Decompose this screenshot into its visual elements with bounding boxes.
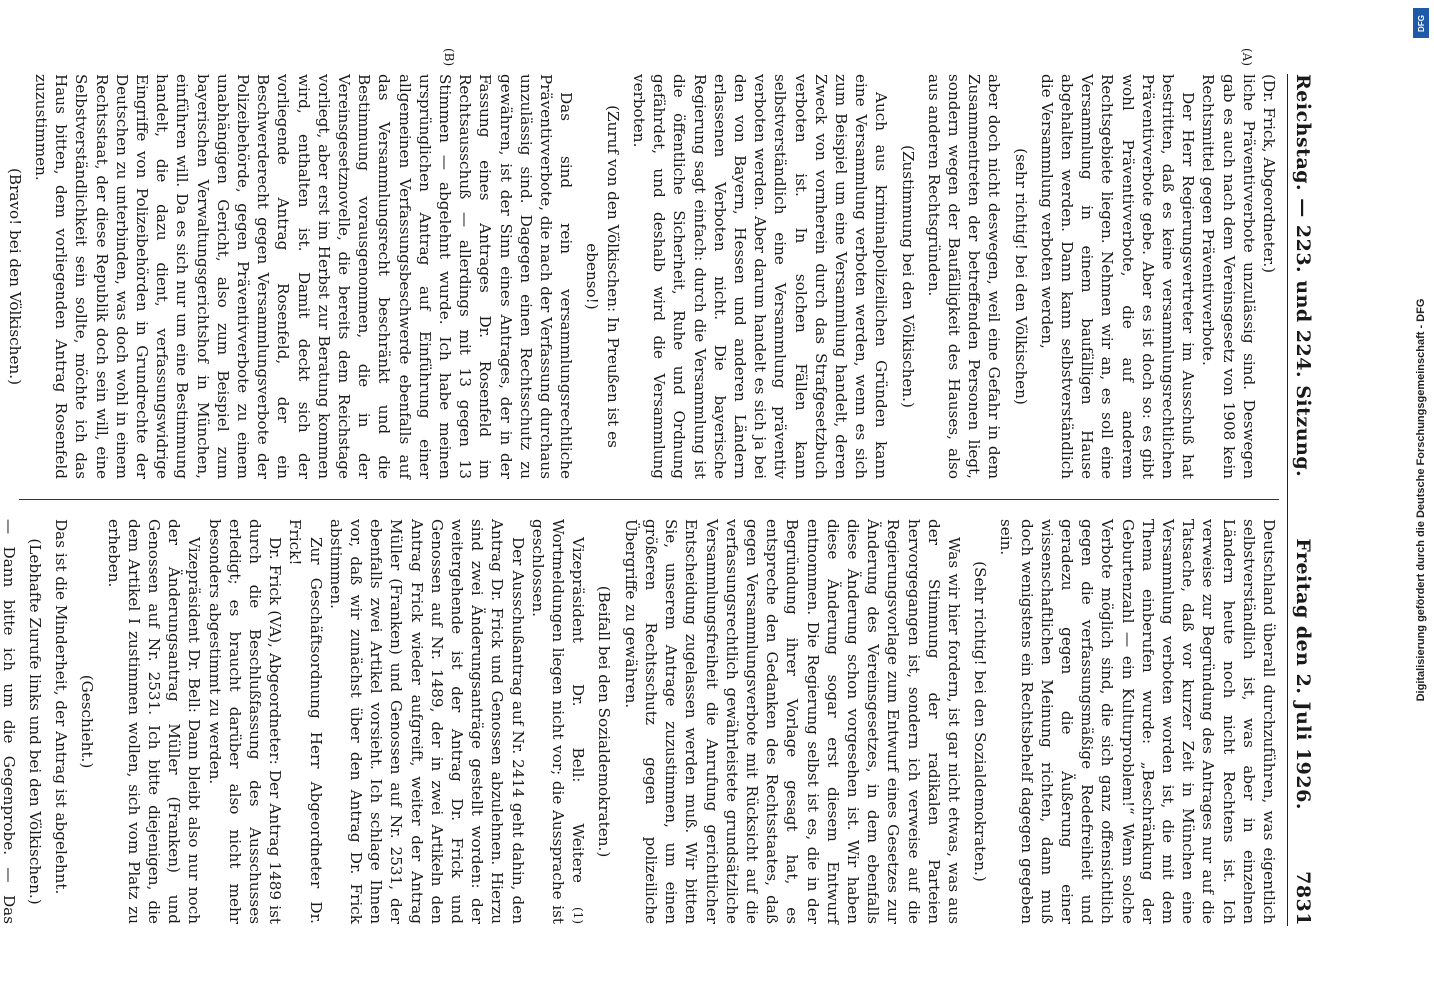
margin-label-b: (B) bbox=[442, 48, 456, 67]
paragraph: Deutschland überall durchzuführen, was eigentlich selbstverständlich ist, was aber in einzelnen Ländern heute noch nicht Rechtens ist. Ich verweise zur Begründung des Antrages nur auf die Tatsache, daß vor kurzer Zeit in München eine Versammlung verboten worden ist, die mit dem Thema einberufen wurde: „Beschränkung der Geburtenzahl — ein Kulturproblem!“ Wenn solche Verbote möglich sind, die sich ganz offensichtlich gegen die verfassungsmäßige Redefreiheit und geradezu gegen die Äußerung einer wissenschaftlichen Meinung richten, dann muß doch wenigstens ein Rechtsbehelf dagegen gegeben sein. bbox=[997, 519, 1278, 924]
footnote-marker: (1) bbox=[571, 907, 586, 924]
paragraph: — Dann bitte ich um die Gegenprobe. — Das bbox=[0, 519, 18, 924]
speaker-paragraph: Vizepräsident Dr. Bell: Dann bleibt also nur noch der Änderungsantrag Müller (Franken) und Genossen auf Nr. 2531. Ich bitte diejenigen, die dem Artikel I zustimmen wollen, sich vom Platz zu erheben. bbox=[104, 519, 204, 924]
paragraph: Das sind rein versammlungsrechtliche Präventivverbote, die nach der Verfassung durchaus unzulässig sind. Dagegen einen Rechtsschutz zu gewähren, ist der Sinn eines Antrages, der in der Fassung eines Antrages Dr. Rosenfeld im Rechtsausschuß — allerdings mit 13 gegen 13 Stimmen — abgelehnt wurde. Ich habe meinen ursprünglichen Antrag auf Einführung einer allgemeinen Verfassungsbeschwerde ebenfalls auf das Versammlungsrecht beschränkt und die Bestimmung vorausgenommen, die in der Vereinsgesetznovelle, die bereits dem Reichstage vorliegt, aber erst im Herbst zur Beratung kommen wird, enthalten ist. Damit deckt sich der vorliegende Antrag Rosenfeld, der ein Beschwerderecht gegen Versammlungsverbote der Polizeibehörde, gegen Präventivverbote zu einem unabhängigen Gericht, also zum Beispiel zum bayerischen Verwaltungsgerichtshof in München, einführen will. Da es sich nur um eine Bestimmung handelt, die dazu dient, verfassungswidrige Eingriffe von Polizeibehörden in Grundrechte der Deutschen zu unterbinden, was doch wohl in einem Rechtsstaat, der diese Republik doch sein will, eine Selbstverständlichkeit sein sollte, möchte ich das Haus bitten, dem vorliegenden Antrag Rosenfeld zuzustimmen. bbox=[32, 74, 576, 479]
right-column bbox=[0, 519, 1279, 924]
interjection: (Bravo! bei den Völkischen.) bbox=[5, 167, 24, 385]
header-left: Reichstag. — 223. und 224. Sitzung. bbox=[1292, 74, 1314, 478]
paragraph: Zur Geschäftsordnung Herr Abgeordneter Dr. Frick! bbox=[286, 519, 325, 924]
paragraph: liche Präventivverbote unzulässig sind. Deswegen gab es auch nach dem Vereinsgesetz von 1908 kein Rechtsmittel gegen Präventivverbote. bbox=[1199, 74, 1258, 479]
speaker-paragraph: (1) Vizepräsident Dr. Bell: Weitere Wortmeldungen liegen nicht vor; die Aussprache ist geschlossen. bbox=[528, 519, 588, 924]
speaker-paragraph: Dr. Frick (VA), Abgeordneter: Der Antrag 1489 ist durch die Beschlußfassung des Ausschusses erledigt; es braucht darüber also nicht mehr besonders abgestimmt zu werden. bbox=[205, 519, 285, 924]
paragraph: Das ist die Minderheit, der Antrag ist abgelehnt. bbox=[52, 519, 71, 895]
header-date: Freitag den 2. Juli 1926. bbox=[1292, 538, 1314, 810]
paragraph: Der Herr Regierungsvertreter im Ausschuß hat bestritten, daß es keine versammlungsrechtlichen Präventivverbote gebe. Aber es ist doch so: es gibt wohl Präventivverbote, die auf anderem Rechtsgebiete liegen. Nehmen wir an, es soll eine Versammlung in einem baufälligen Hause abgehalten werden. Dann kann selbstverständlich die Versammlung verboten werden, bbox=[1037, 74, 1198, 479]
digitization-credit: Digitalisierung gefördert durch die Deutsche Forschungsgemeinschaft - DFG bbox=[1415, 298, 1427, 702]
page-header bbox=[1287, 74, 1326, 926]
dfg-logo: DFG bbox=[1413, 8, 1429, 38]
paragraph: Was wir hier fordern, ist gar nicht etwas, was aus der Stimmung der radikalen Parteien hervorgegangen ist, sondern ich verweise auf die Regierungsvorlage zum Entwurf eines Gesetzes zur Änderung des Vereinsgesetzes, in dem ebenfalls diese Änderung schon vorgesehen ist. Wir haben diese Änderung sogar erst diesem Entwurf entnommen. Die Regierung selbst ist es, die in der Begründung ihrer Vorlage gesagt hat, es entspreche den Gedanken des Rechtsstaates, daß gegen Versammlungsverbote mit Rücksicht auf die verfassungsrechtlich gewährleistete grundsätzliche Versammlungsfreiheit die Anrufung gerichtlicher Entscheidung zugelassen werden muß. Wir bitten Sie, unserem Antrage zuzustimmen, um einen größeren Rechtsschutz gegen polizeiliche Übergriffe zu gewähren. bbox=[621, 519, 963, 924]
interjection: (Beifall bei den Sozialdemokraten.) bbox=[595, 585, 614, 858]
text-columns bbox=[0, 48, 1279, 926]
paragraph: aber doch nicht deswegen, weil eine Gefahr in dem Zusammentreten der betreffenden Personen liegt, sondern wegen der Baufälligkeit des Hauses, also aus anderen Rechtsgründen. bbox=[924, 74, 1004, 479]
interjection: (Geschieht.) bbox=[78, 674, 97, 769]
paragraph: Der Ausschußantrag auf Nr. 2414 geht dahin, den Antrag Dr. Frick und Genossen abzulehnen. Hierzu sind zwei Änderungsanträge gestellt worden: der weitergehende ist der Antrag Dr. Frick und Genossen auf Nr. 1489, der in zwei Artikeln den Antrag Frick wieder aufgreift, weiter der Antrag Müller (Franken) und Genossen auf Nr. 2531, der ebenfalls zwei Artikel vorsieht. Ich schlage Ihnen vor, daß wir zunächst über den Antrag Dr. Frick abstimmen. bbox=[326, 519, 527, 924]
column-divider bbox=[19, 499, 1279, 500]
interjection: (Zuruf von den Völkischen: In Preußen ist es ebenso!) bbox=[583, 105, 622, 448]
interjection: (Lebhafte Zurufe links und bei den Völkischen.) bbox=[26, 538, 45, 905]
left-column bbox=[0, 48, 1279, 479]
interjection: (Zustimmung bei den Völkischen.) bbox=[898, 145, 917, 408]
running-speaker: (Dr. Frick, Abgeordneter.) bbox=[1260, 74, 1278, 274]
margin-label-a: (A) bbox=[1240, 48, 1254, 67]
page-number: 7831 bbox=[1292, 871, 1314, 926]
paragraph: Auch aus kriminalpolizeilichen Gründen kann eine Versammlung verboten werden, wenn es sich zum Beispiel um eine Versammlung handelt, deren Zweck von vornherein durch das Strafgesetzbuch verboten ist. In solchen Fällen kann selbstverständlich eine Versammlung präventiv verboten werden. Aber darum handelt es sich ja bei den von Bayern, Hessen und anderen Ländern erlassenen Verboten nicht. Die bayerische Regierung sagt einfach: durch die Versammlung ist die öffentliche Sicherheit, Ruhe und Ordnung gefährdet, und deshalb wird die Versammlung verboten. bbox=[629, 74, 891, 479]
document-page bbox=[0, 48, 1340, 950]
interjection: (Sehr richtig! bei den Sozialdemokraten.) bbox=[971, 561, 990, 882]
interjection: (sehr richtig! bei den Völkischen) bbox=[1011, 148, 1030, 405]
